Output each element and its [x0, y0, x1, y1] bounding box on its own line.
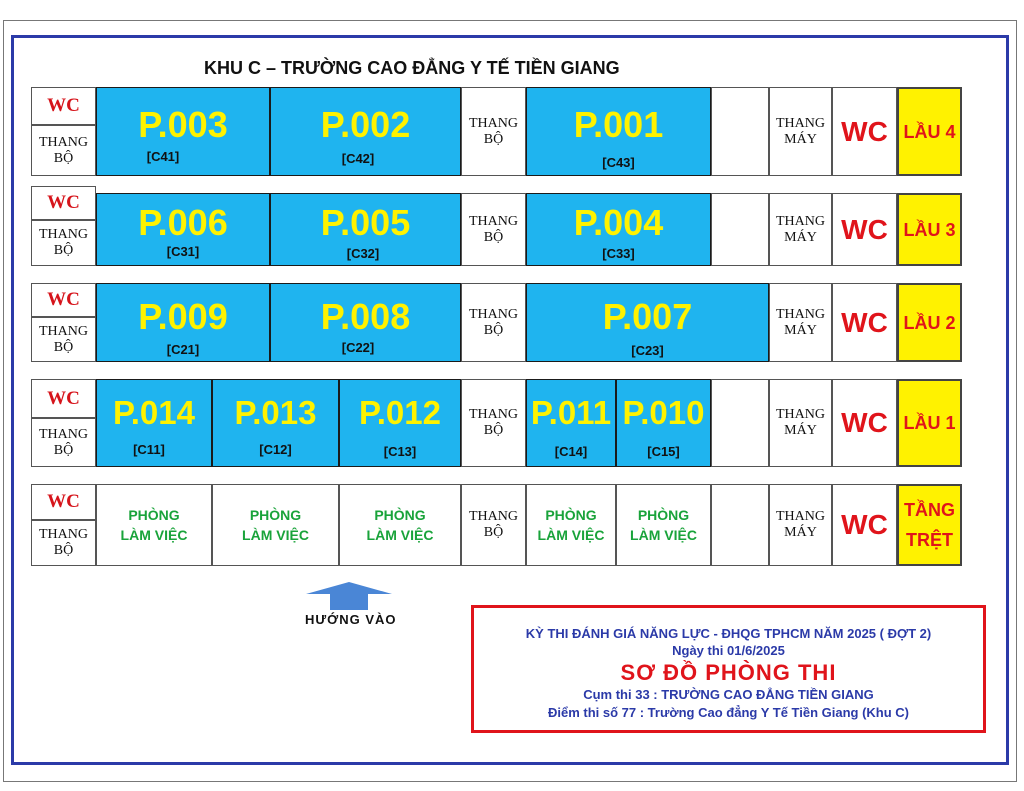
stairs-middle: THANG BỘ — [461, 193, 526, 266]
room-number: P.012 — [359, 394, 441, 431]
room-code: [C41] — [146, 149, 180, 164]
room-number: P.008 — [320, 296, 411, 337]
exam-cluster: Cụm thi 33 : TRƯỜNG CAO ĐẲNG TIỀN GIANG — [583, 687, 874, 702]
stairs-middle: THANG BỘ — [461, 379, 526, 467]
floor-label: LẦU 3 — [897, 193, 962, 266]
room-number: P.007 — [602, 296, 693, 337]
stairs-left: THANG BỘ — [31, 220, 96, 266]
wc-right: WC — [832, 87, 897, 176]
room-number: P.011 — [530, 394, 612, 431]
stairs-middle: THANG BỘ — [461, 484, 526, 566]
wc-left: WC — [31, 379, 96, 418]
room-code: [C11] — [133, 442, 165, 457]
elevator: THANG MÁY — [769, 87, 832, 176]
room-number: P.003 — [138, 104, 228, 145]
wc-left: WC — [31, 87, 96, 125]
room-p008 — [270, 283, 461, 362]
stairs-left: THANG BỘ — [31, 520, 96, 566]
room-number: P.006 — [138, 202, 228, 243]
entrance-label: HƯỚNG VÀO — [305, 612, 397, 627]
room-p013 — [212, 379, 339, 467]
entrance-arrow-icon — [306, 582, 392, 610]
room-number: P.014 — [113, 394, 195, 431]
stairs-middle: THANG BỘ — [461, 87, 526, 176]
room-code: [C22] — [341, 340, 375, 355]
room-p009 — [96, 283, 270, 362]
stairs-middle: THANG BỘ — [461, 283, 526, 362]
wc-left: WC — [31, 283, 96, 317]
room-code: [C13] — [383, 444, 417, 459]
map-title: KHU C – TRƯỜNG CAO ĐẲNG Y TẾ TIỀN GIANG — [204, 58, 620, 78]
exam-date: Ngày thi 01/6/2025 — [672, 643, 785, 658]
stairs-left: THANG BỘ — [31, 317, 96, 362]
blank-cell — [711, 193, 769, 266]
room-p003 — [96, 87, 270, 176]
room-p001 — [526, 87, 711, 176]
room-p005 — [270, 193, 461, 266]
room-p012 — [339, 379, 461, 467]
room-code: [C43] — [602, 155, 635, 170]
stairs-left: THANG BỘ — [31, 125, 96, 176]
room-code: [C23] — [631, 343, 664, 358]
room-number: P.004 — [573, 202, 664, 243]
room-p014 — [96, 379, 212, 467]
room-code: [C21] — [166, 342, 200, 357]
blank-cell — [711, 379, 769, 467]
exam-site: Điểm thi số 77 : Trường Cao đẳng Y Tế Tiền Giang (Khu C) — [547, 705, 910, 720]
room-number: P.010 — [622, 394, 705, 431]
elevator: THANG MÁY — [769, 484, 832, 566]
room-number: P.001 — [573, 104, 664, 145]
blank-cell — [711, 484, 769, 566]
room-code: [C32] — [346, 246, 380, 261]
work-room: PHÒNG LÀM VIỆC — [526, 484, 616, 566]
wc-right: WC — [832, 193, 897, 266]
room-p007 — [526, 283, 769, 362]
exam-info-box — [471, 605, 986, 733]
wc-right: WC — [832, 283, 897, 362]
room-p011 — [526, 379, 616, 467]
room-number: P.002 — [320, 104, 411, 145]
elevator: THANG MÁY — [769, 193, 832, 266]
room-code: [C14] — [554, 444, 588, 459]
elevator: THANG MÁY — [769, 379, 832, 467]
work-room: PHÒNG LÀM VIỆC — [96, 484, 212, 566]
room-code: [C33] — [602, 246, 635, 261]
exam-name: KỲ THI ĐÁNH GIÁ NĂNG LỰC - ĐHQG TPHCM NĂM 2025 ( ĐỢT 2) — [525, 626, 932, 641]
stairs-left: THANG BỘ — [31, 418, 96, 467]
wc-left: WC — [31, 186, 96, 220]
room-p004 — [526, 193, 711, 266]
room-number: P.009 — [138, 296, 228, 337]
room-p002 — [270, 87, 461, 176]
floor-label: LẦU 4 — [897, 87, 962, 176]
room-p010 — [616, 379, 711, 467]
wc-left: WC — [31, 484, 96, 520]
room-number: P.013 — [234, 394, 317, 431]
work-room: PHÒNG LÀM VIỆC — [212, 484, 339, 566]
info-heading: SƠ ĐỒ PHÒNG THI — [620, 660, 837, 685]
room-code: [C15] — [647, 444, 680, 459]
elevator: THANG MÁY — [769, 283, 832, 362]
work-room: PHÒNG LÀM VIỆC — [616, 484, 711, 566]
work-room: PHÒNG LÀM VIỆC — [339, 484, 461, 566]
floor-label: LẦU 2 — [897, 283, 962, 362]
room-code: [C31] — [166, 244, 200, 259]
blank-cell — [711, 87, 769, 176]
room-number: P.005 — [320, 202, 411, 243]
floor-label: LẦU 1 — [897, 379, 962, 467]
wc-right: WC — [832, 379, 897, 467]
floor-label: TẦNG TRỆT — [897, 484, 962, 566]
wc-right: WC — [832, 484, 897, 566]
room-p006 — [96, 193, 270, 266]
room-code: [C12] — [259, 442, 292, 457]
room-code: [C42] — [341, 151, 375, 166]
